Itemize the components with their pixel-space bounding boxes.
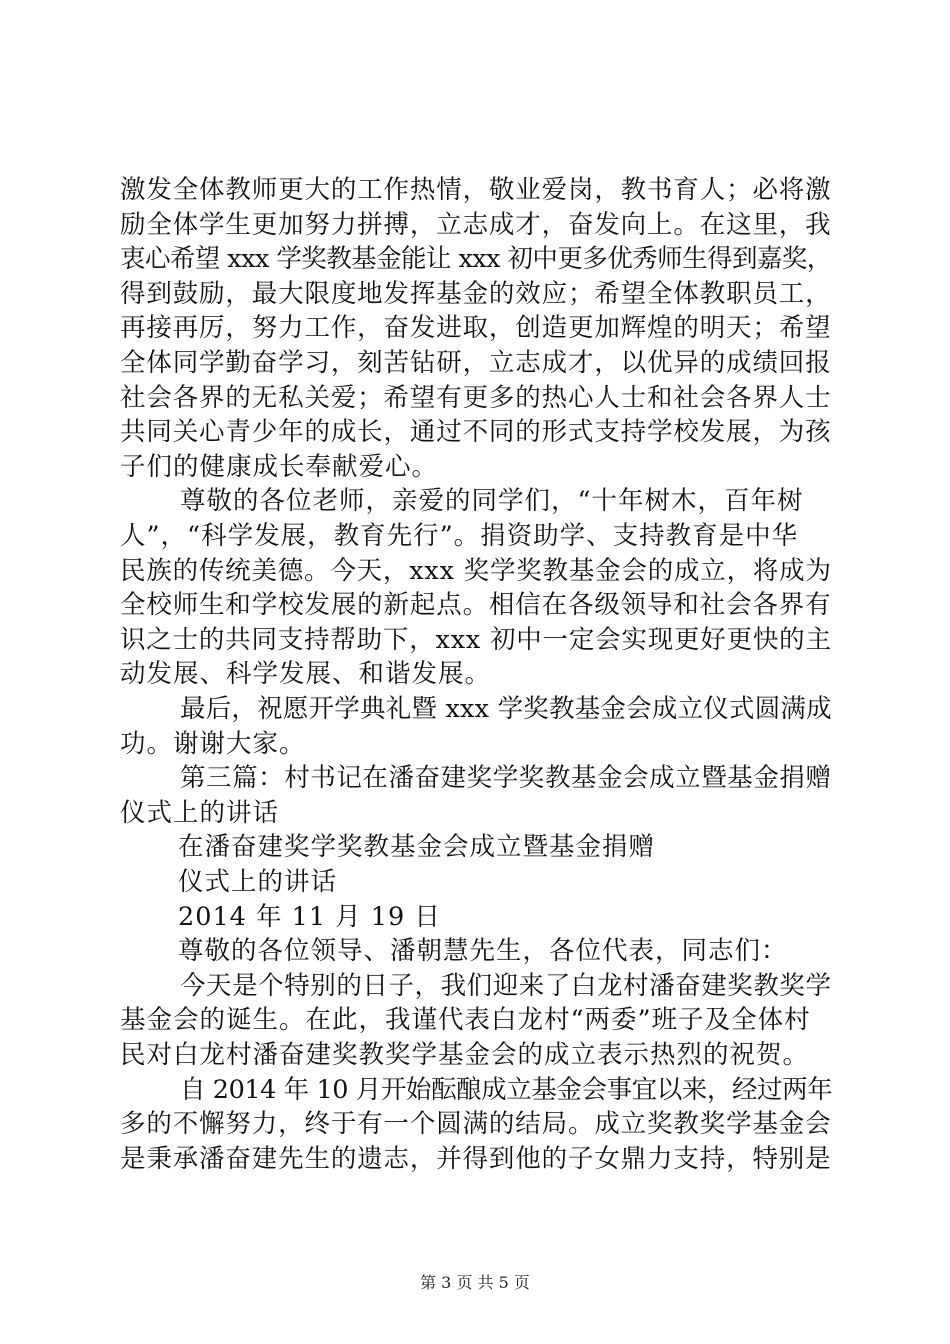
text-line: 再接再厉，努力工作，奋发进取，创造更加辉煌的明天；希望 xyxy=(120,313,832,343)
text-line: 子们的健康成长奉献爱心。 xyxy=(120,452,439,482)
page-footer: 第 3 页 共 5 页 xyxy=(420,1273,530,1292)
section-heading: 第三篇：村书记在潘奋建奖学奖教基金会成立暨基金捐赠 xyxy=(180,763,832,793)
text-line: 识之士的共同支持帮助下，xxx 初中一定会实现更好更快的主 xyxy=(120,625,832,655)
text-line: 得到鼓励，最大限度地发挥基金的效应；希望全体教职员工， xyxy=(120,279,832,309)
paragraph-start: 自 2014 年 10 月开始酝酿成立基金会事宜以来，经过两年 xyxy=(180,1075,833,1105)
text-line: 励全体学生更加努力拼搏，立志成才，奋发向上。在这里，我 xyxy=(120,210,832,240)
paragraph-start: 今天是个特别的日子，我们迎来了白龙村潘奋建奖教奖学 xyxy=(180,971,832,1001)
salutation: 尊敬的各位领导、潘朝慧先生，各位代表，同志们： xyxy=(178,936,788,966)
text-line: 全校师生和学校发展的新起点。相信在各级领导和社会各界有 xyxy=(120,590,832,620)
section-heading-cont: 仪式上的讲话 xyxy=(120,798,280,828)
paragraph-start: 最后，祝愿开学典礼暨 xxx 学奖教基金会成立仪式圆满成 xyxy=(180,694,832,724)
paragraph-start: 尊敬的各位老师，亲爱的同学们，“十年树木，百年树 xyxy=(180,486,804,516)
text-line: 衷心希望 xxx 学奖教基金能让 xxx 初中更多优秀师生得到嘉奖， xyxy=(120,244,832,274)
text-line: 多的不懈努力，终于有一个圆满的结局。成立奖教奖学基金会 xyxy=(120,1109,832,1139)
text-line: 民对白龙村潘奋建奖教奖学基金会的成立表示热烈的祝贺。 xyxy=(120,1040,810,1070)
speech-date: 2014 年 11 月 19 日 xyxy=(178,902,441,932)
speech-title: 在潘奋建奖学奖教基金会成立暨基金捐赠 xyxy=(178,832,656,862)
text-line: 人”，“科学发展，教育先行”。捐资助学、支持教育是中华 xyxy=(120,521,799,551)
text-line: 功。谢谢大家。 xyxy=(120,729,306,759)
text-line: 社会各界的无私关爱；希望有更多的热心人士和社会各界人士 xyxy=(120,383,832,413)
text-line: 动发展、科学发展、和谐发展。 xyxy=(120,659,492,689)
speech-title-cont: 仪式上的讲话 xyxy=(178,867,338,897)
text-line: 是秉承潘奋建先生的遗志，并得到他的子女鼎力支持，特别是 xyxy=(120,1144,832,1174)
text-line: 民族的传统美德。今天，xxx 奖学奖教基金会的成立，将成为 xyxy=(120,556,832,586)
text-line: 共同关心青少年的成长，通过不同的形式支持学校发展，为孩 xyxy=(120,417,832,447)
text-line: 激发全体教师更大的工作热情，敬业爱岗，教书育人；必将激 xyxy=(120,175,832,205)
text-line: 全体同学勤奋学习，刻苦钻研，立志成才，以优异的成绩回报 xyxy=(120,348,832,378)
text-line: 基金会的诞生。在此，我谨代表白龙村“两委”班子及全体村 xyxy=(120,1005,811,1035)
